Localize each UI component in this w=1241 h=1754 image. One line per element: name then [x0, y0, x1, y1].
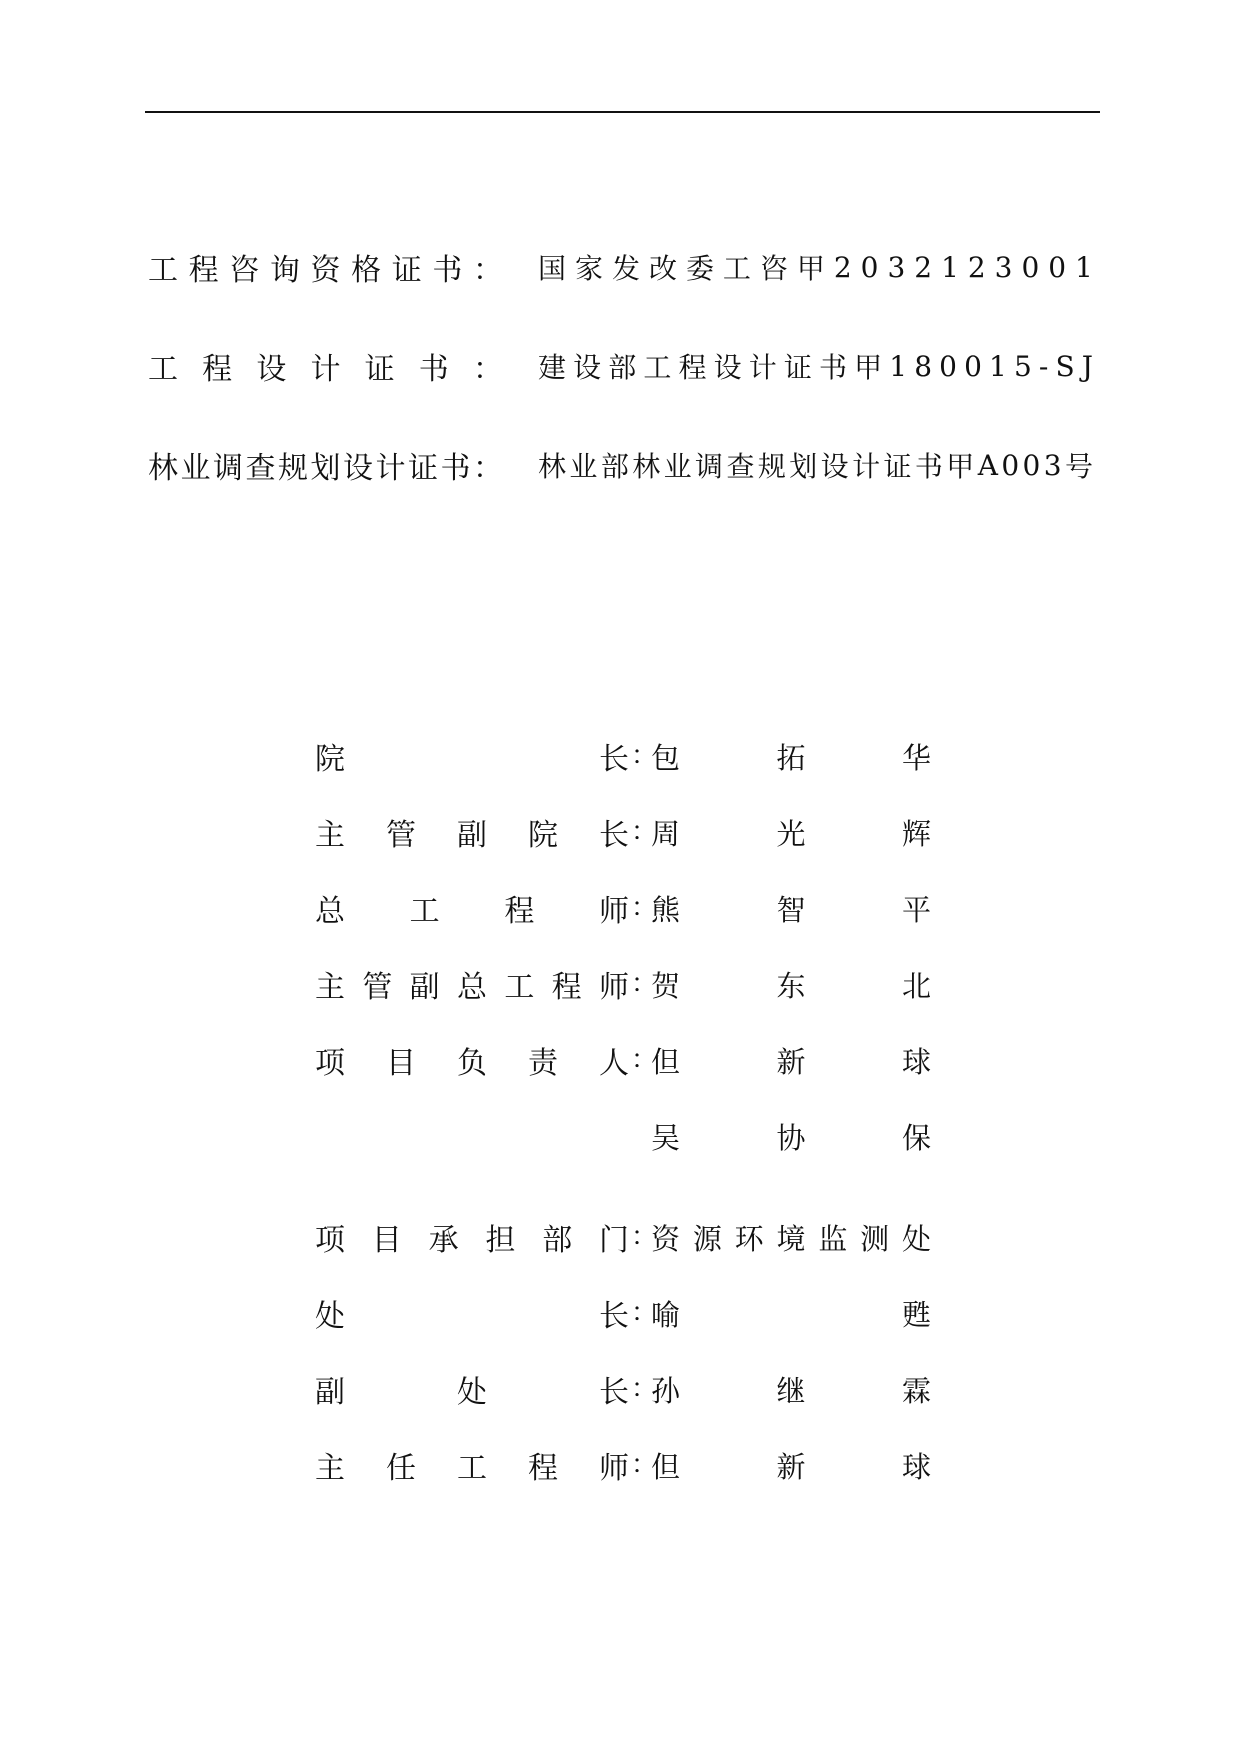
glyph: 承	[428, 1223, 459, 1258]
glyph: A	[977, 448, 998, 482]
glyph: 划	[789, 450, 818, 483]
glyph: 担	[485, 1223, 516, 1258]
staff-title	[315, 1293, 629, 1333]
top-horizontal-rule	[145, 111, 1100, 113]
glyph: 新	[776, 1449, 806, 1484]
glyph: 继	[776, 1373, 806, 1408]
glyph: 委	[685, 252, 714, 285]
glyph: 长	[599, 818, 629, 853]
cert-row-design	[148, 346, 1103, 386]
cert-row-forestry	[148, 445, 1103, 485]
glyph: 目	[386, 1046, 416, 1081]
cert-label	[148, 346, 503, 386]
staff-name	[651, 888, 931, 928]
glyph: 程	[504, 894, 535, 929]
staff-title	[315, 964, 629, 1004]
glyph: 光	[776, 816, 806, 851]
glyph: 书	[914, 450, 943, 483]
glyph: 程	[202, 352, 233, 387]
glyph: 0	[1048, 250, 1067, 284]
glyph: 处	[457, 1375, 487, 1410]
cert-row-consulting	[148, 247, 1103, 287]
glyph: 证	[408, 451, 438, 486]
glyph: 工	[722, 252, 751, 285]
glyph: 咨	[759, 252, 788, 285]
colon: ：	[631, 1045, 658, 1075]
glyph: 程	[188, 253, 219, 288]
glyph: 程	[528, 1451, 558, 1486]
glyph: 设	[256, 352, 287, 387]
glyph: 处	[315, 1299, 345, 1334]
glyph: 设	[343, 451, 373, 486]
glyph: 计	[375, 451, 406, 486]
glyph: 师	[598, 894, 629, 929]
glyph: 2	[967, 250, 986, 284]
glyph: 院	[528, 818, 558, 853]
glyph: 境	[776, 1221, 806, 1256]
glyph: 主	[315, 970, 345, 1005]
glyph: 询	[269, 253, 300, 288]
glyph: 部	[542, 1223, 573, 1258]
glyph: 资	[651, 1221, 681, 1256]
staff-name	[651, 1445, 931, 1485]
glyph: 工	[148, 253, 178, 288]
glyph: 0	[939, 349, 957, 383]
glyph: 副	[457, 818, 487, 853]
glyph: 改	[648, 252, 677, 285]
glyph: 0	[964, 349, 982, 383]
cert-value	[538, 247, 1093, 287]
glyph: 证	[364, 352, 395, 387]
colon: ：	[631, 1298, 658, 1328]
glyph: 主	[315, 818, 345, 853]
glyph: 甲	[854, 351, 883, 384]
staff-title	[315, 736, 629, 776]
glyph: 负	[457, 1046, 487, 1081]
staff-title	[315, 1445, 629, 1485]
staff-row	[315, 736, 935, 776]
staff-row	[315, 1040, 935, 1080]
glyph: 协	[776, 1120, 806, 1155]
glyph: 任	[386, 1451, 416, 1486]
staff-name	[651, 1116, 931, 1156]
glyph: 甲	[796, 252, 825, 285]
glyph: -	[1038, 349, 1049, 383]
glyph: 智	[776, 892, 806, 927]
glyph: 设	[573, 351, 602, 384]
glyph: 划	[310, 451, 341, 486]
glyph: 业	[180, 451, 211, 486]
glyph: 1	[889, 349, 908, 383]
glyph: 项	[315, 1046, 345, 1081]
glyph: 长	[599, 1375, 629, 1410]
glyph: 东	[776, 968, 806, 1003]
glyph: 计	[748, 351, 777, 384]
glyph: 咨	[229, 253, 260, 288]
glyph: 源	[692, 1221, 722, 1256]
staff-title	[315, 888, 629, 928]
glyph: 查	[726, 450, 755, 483]
glyph: 号	[1064, 450, 1093, 483]
glyph: 业	[663, 450, 692, 483]
glyph: 3	[994, 250, 1013, 284]
glyph: 计	[852, 450, 881, 483]
glyph: 0	[1022, 448, 1041, 482]
glyph: 拓	[776, 740, 806, 775]
glyph: 发	[611, 252, 640, 285]
staff-row	[315, 1217, 935, 1257]
glyph: 程	[551, 970, 582, 1005]
glyph: 监	[818, 1221, 848, 1256]
glyph: 工	[504, 970, 535, 1005]
glyph: 长	[599, 742, 629, 777]
staff-name	[651, 812, 931, 852]
staff-name	[651, 1217, 931, 1257]
colon: ：	[631, 1450, 658, 1480]
glyph: 格	[351, 253, 382, 288]
glyph: 管	[362, 970, 393, 1005]
glyph: 资	[310, 253, 341, 288]
glyph: ：	[473, 451, 503, 486]
glyph: 设	[713, 351, 742, 384]
cert-value	[538, 445, 1093, 485]
glyph: 证	[783, 351, 812, 384]
glyph: 保	[901, 1120, 931, 1155]
glyph: 2	[833, 250, 852, 284]
staff-title	[315, 1040, 629, 1080]
glyph: 书	[819, 351, 848, 384]
colon: ：	[631, 1374, 658, 1404]
glyph: 但	[651, 1449, 681, 1484]
colon: ：	[631, 741, 658, 771]
glyph: S	[1055, 349, 1075, 383]
glyph: 部	[608, 351, 637, 384]
glyph: 吴	[651, 1120, 681, 1155]
glyph: 证	[883, 450, 912, 483]
glyph: 查	[245, 451, 276, 486]
glyph: 总	[315, 894, 345, 929]
colon: ：	[631, 817, 658, 847]
staff-name	[651, 1293, 931, 1333]
glyph: 北	[901, 968, 931, 1003]
glyph: 书	[432, 253, 463, 288]
glyph: 8	[914, 349, 933, 383]
glyph: 华	[901, 740, 931, 775]
glyph: 调	[695, 450, 724, 483]
glyph: 1	[1075, 250, 1093, 284]
glyph: 测	[860, 1221, 890, 1256]
glyph: 人	[599, 1046, 629, 1081]
glyph: 国	[538, 252, 567, 285]
glyph: 甲	[946, 450, 975, 483]
glyph: 球	[901, 1449, 931, 1484]
colon: ：	[631, 1222, 658, 1252]
staff-title	[315, 812, 629, 852]
staff-name	[651, 1040, 931, 1080]
glyph: 林	[632, 450, 661, 483]
glyph: 证	[391, 253, 422, 288]
glyph: 调	[213, 451, 243, 486]
glyph: 处	[901, 1221, 931, 1256]
glyph: 1	[989, 349, 1007, 383]
glyph: 责	[528, 1046, 558, 1081]
glyph: 周	[651, 816, 681, 851]
glyph: ：	[472, 352, 503, 387]
glyph: 1	[941, 250, 959, 284]
glyph: 副	[315, 1375, 345, 1410]
glyph: 部	[600, 450, 629, 483]
glyph: 业	[569, 450, 598, 483]
glyph: 项	[315, 1223, 345, 1258]
glyph: J	[1081, 349, 1093, 383]
glyph: 门	[598, 1223, 629, 1258]
glyph: 林	[148, 451, 178, 486]
glyph: 3	[1043, 448, 1062, 482]
glyph: 5	[1013, 349, 1032, 383]
glyph: 工	[643, 351, 672, 384]
staff-title	[315, 1369, 629, 1409]
glyph: 但	[651, 1044, 681, 1079]
glyph: 球	[901, 1044, 931, 1079]
glyph: 长	[599, 1299, 629, 1334]
glyph: 设	[820, 450, 849, 483]
glyph: 规	[278, 451, 308, 486]
staff-row	[315, 1369, 935, 1409]
glyph: 工	[148, 352, 178, 387]
staff-name	[651, 964, 931, 1004]
glyph: 总	[456, 970, 487, 1005]
glyph: 主	[315, 1451, 345, 1486]
cert-label	[148, 445, 503, 485]
cert-label	[148, 247, 503, 287]
glyph: 师	[598, 970, 629, 1005]
glyph: 2	[914, 250, 933, 284]
glyph: 工	[457, 1451, 487, 1486]
glyph: 包	[651, 740, 681, 775]
staff-row	[315, 1293, 935, 1333]
glyph: 新	[776, 1044, 806, 1079]
glyph: 辉	[901, 816, 931, 851]
staff-row	[315, 1116, 935, 1156]
staff-row	[315, 1445, 935, 1485]
glyph: 贺	[651, 968, 681, 1003]
glyph: 管	[386, 818, 416, 853]
glyph: 甦	[901, 1297, 931, 1332]
glyph: ：	[473, 253, 503, 288]
glyph: 林	[538, 450, 567, 483]
glyph: 孙	[651, 1373, 681, 1408]
glyph: 计	[310, 352, 341, 387]
staff-title	[315, 1217, 629, 1257]
glyph: 0	[1021, 250, 1040, 284]
colon: ：	[631, 969, 658, 999]
glyph: 规	[757, 450, 786, 483]
glyph: 0	[1001, 448, 1020, 482]
staff-row	[315, 888, 935, 928]
glyph: 熊	[651, 892, 681, 927]
glyph: 书	[440, 451, 471, 486]
glyph: 喻	[651, 1297, 681, 1332]
glyph: 环	[734, 1221, 764, 1256]
cert-value	[538, 346, 1093, 386]
glyph: 平	[901, 892, 931, 927]
glyph: 工	[409, 894, 440, 929]
staff-row	[315, 964, 935, 1004]
glyph: 0	[860, 250, 879, 284]
glyph: 程	[678, 351, 707, 384]
colon: ：	[631, 893, 658, 923]
staff-name	[651, 1369, 931, 1409]
glyph: 目	[371, 1223, 402, 1258]
glyph: 3	[887, 250, 906, 284]
glyph: 建	[538, 351, 567, 384]
glyph: 副	[409, 970, 440, 1005]
glyph: 霖	[901, 1373, 931, 1408]
glyph: 家	[574, 252, 603, 285]
staff-name	[651, 736, 931, 776]
glyph: 书	[418, 352, 449, 387]
staff-row	[315, 812, 935, 852]
glyph: 院	[315, 742, 345, 777]
glyph: 师	[599, 1451, 629, 1486]
